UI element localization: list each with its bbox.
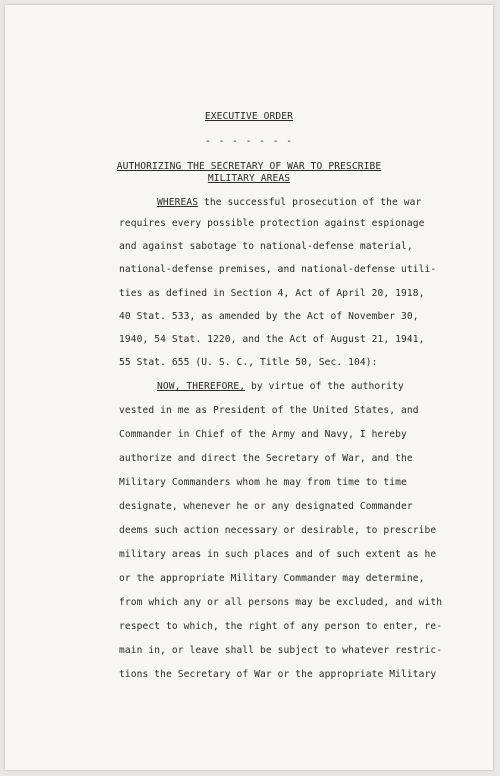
now-therefore-line: main in, or leave shall be subject to whatever restric- — [119, 645, 443, 656]
subtitle-line-2: MILITARY AREAS — [207, 173, 291, 184]
now-therefore-line: respect to which, the right of any person to enter, re- — [119, 621, 443, 632]
document-title: EXECUTIVE ORDER — [204, 111, 294, 122]
whereas-line: 40 Stat. 533, as amended by the Act of November 30, — [119, 311, 419, 322]
now-therefore-line: authorize and direct the Secretary of War, and the — [119, 453, 413, 464]
now-therefore-line: Military Commanders whom he may from time to time — [119, 477, 407, 488]
now-therefore-line: or the appropriate Military Commander may determine, — [119, 573, 425, 584]
whereas-lead: WHEREAS — [157, 197, 199, 208]
subtitle-line-1: AUTHORIZING THE SECRETARY OF WAR TO PRESCRIBE — [116, 161, 382, 172]
now-therefore-line: NOW, THEREFORE, by virtue of the authority — [157, 381, 404, 392]
now-therefore-lead: NOW, THEREFORE, — [157, 381, 246, 392]
whereas-line: ties as defined in Section 4, Act of April 20, 1918, — [119, 288, 425, 299]
whereas-line: requires every possible protection against espionage — [119, 218, 425, 229]
now-therefore-line: military areas in such places and of such extent as he — [119, 549, 437, 560]
title-separator: - - - - - - - — [204, 136, 294, 147]
whereas-line: 1940, 54 Stat. 1220, and the Act of August 21, 1941, — [119, 334, 425, 345]
whereas-line: WHEREAS the successful prosecution of the war — [157, 197, 422, 208]
now-therefore-line: deems such action necessary or desirable, to prescribe — [119, 525, 437, 536]
now-therefore-line: Commander in Chief of the Army and Navy, I hereby — [119, 429, 407, 440]
now-therefore-line: vested in me as President of the United States, and — [119, 405, 419, 416]
document-page — [5, 5, 493, 770]
whereas-line: 55 Stat. 655 (U. S. C., Title 50, Sec. 104): — [119, 357, 378, 368]
now-therefore-line: tions the Secretary of War or the appropriate Military — [119, 669, 437, 680]
whereas-line: and against sabotage to national-defense material, — [119, 241, 413, 252]
now-therefore-line: designate, whenever he or any designated Commander — [119, 501, 413, 512]
whereas-line: national-defense premises, and national-defense utili- — [119, 264, 437, 275]
now-therefore-line: from which any or all persons may be excluded, and with — [119, 597, 443, 608]
